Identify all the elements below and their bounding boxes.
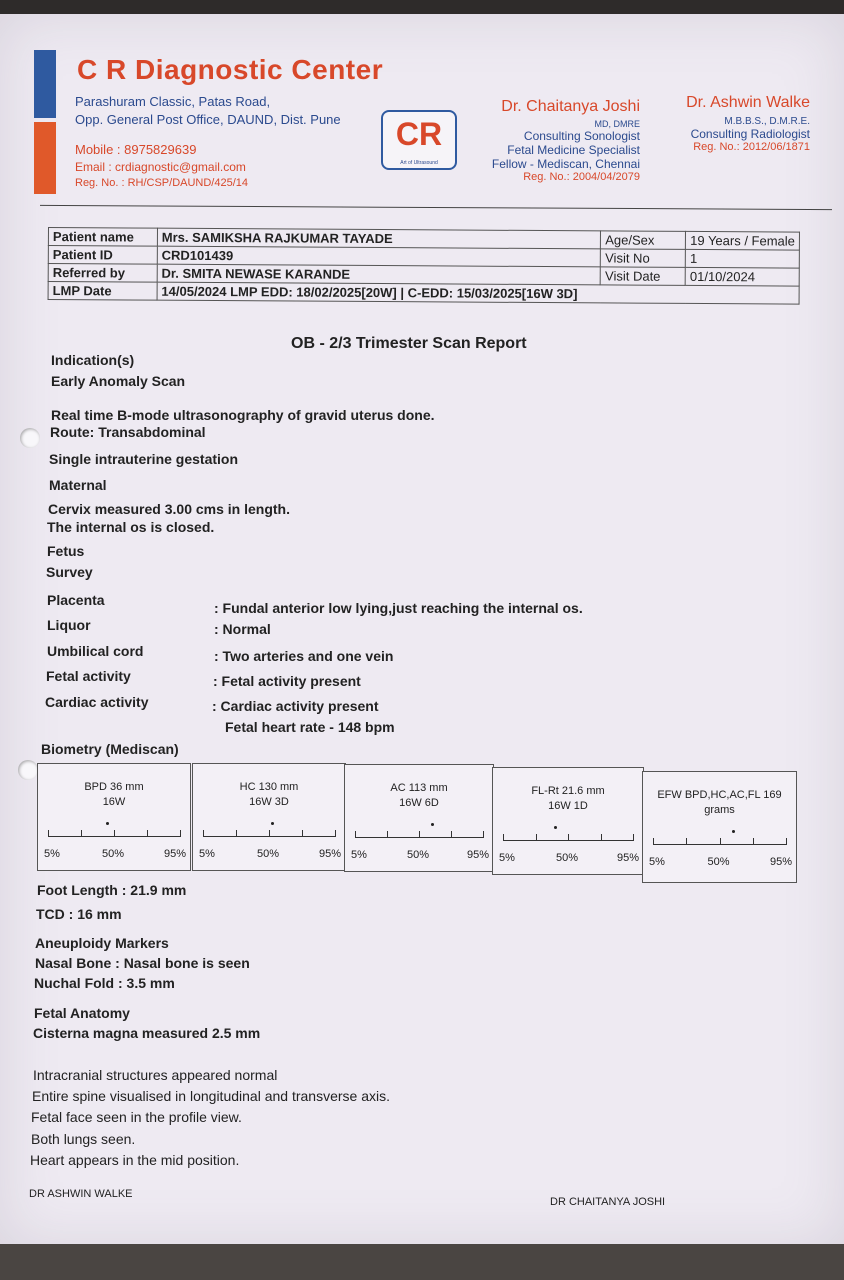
punch-hole xyxy=(18,760,38,780)
percentile-marker xyxy=(271,822,274,825)
survey-label: Placenta xyxy=(47,592,105,608)
heart-rate-text: Fetal heart rate - 148 bpm xyxy=(225,719,395,735)
lmp-date: 14/05/2024 LMP EDD: 18/02/2025[20W] | C-EDD: 15/03/2025[16W 3D] xyxy=(157,282,799,304)
doctor-role: Fetal Medicine Specialist xyxy=(507,143,640,157)
finding-line: Heart appears in the mid position. xyxy=(30,1152,240,1168)
survey-value: : Normal xyxy=(214,621,271,637)
percentile-label: 50% xyxy=(707,856,730,868)
finding-line: Entire spine visualised in longitudinal and transverse axis. xyxy=(32,1088,390,1104)
tcd-text: TCD : 16 mm xyxy=(36,906,122,922)
survey-label: Fetal activity xyxy=(46,668,131,684)
punch-hole xyxy=(20,428,40,448)
percentile-label: 95% xyxy=(319,848,342,860)
percentile-label: 50% xyxy=(407,849,430,861)
percentile-label: 50% xyxy=(556,852,579,864)
axis-tick xyxy=(720,838,721,845)
biometry-measurement: HC 130 mm xyxy=(239,781,299,793)
referred-by-label: Referred by xyxy=(48,264,157,283)
axis-tick xyxy=(601,834,602,841)
fetus-heading: Fetus xyxy=(47,543,85,559)
axis-tick xyxy=(180,830,181,837)
doctor-walke-block xyxy=(686,94,810,153)
percentile-label: 5% xyxy=(44,848,60,860)
nuchal-fold-text: Nuchal Fold : 3.5 mm xyxy=(34,975,175,991)
cisterna-text: Cisterna magna measured 2.5 mm xyxy=(33,1025,261,1041)
internal-os-text: The internal os is closed. xyxy=(47,519,215,535)
nasal-bone-text: Nasal Bone : Nasal bone is seen xyxy=(35,955,250,971)
biometry-caption xyxy=(345,781,493,811)
axis-tick xyxy=(753,838,754,845)
logo-subtitle: Art of Ultrasound xyxy=(400,160,438,166)
doctor-degree: MD, DMRE xyxy=(594,119,640,129)
biometry-gestational-age: 16W 6D xyxy=(399,797,439,809)
visit-no: 1 xyxy=(685,249,799,268)
axis-tick xyxy=(786,838,787,845)
biometry-measurement: EFW BPD,HC,AC,FL 169 xyxy=(657,789,782,801)
axis-tick xyxy=(236,830,237,837)
axis-tick xyxy=(483,831,484,838)
email-address: Email : crdiagnostic@gmail.com xyxy=(75,160,246,174)
signature-left: DR ASHWIN WALKE xyxy=(29,1188,133,1200)
axis-tick xyxy=(114,830,115,837)
percentile-marker xyxy=(732,830,735,833)
center-name: C R Diagnostic Center xyxy=(77,54,384,85)
biometry-measurement: AC 113 mm xyxy=(390,782,448,794)
biometry-caption xyxy=(643,788,796,818)
foot-length-text: Foot Length : 21.9 mm xyxy=(37,882,187,898)
axis-tick xyxy=(686,838,687,845)
biometry-measurement: BPD 36 mm xyxy=(84,781,144,793)
maternal-heading: Maternal xyxy=(49,477,107,493)
center-reg-number: Reg. No. : RH/CSP/DAUND/425/14 xyxy=(75,177,249,189)
axis-tick xyxy=(203,830,204,837)
anatomy-heading: Fetal Anatomy xyxy=(34,1005,130,1021)
percentile-label: 95% xyxy=(467,849,490,861)
biometry-box xyxy=(642,771,797,883)
address-line-1: Parashuram Classic, Patas Road, xyxy=(75,94,271,109)
gestation-text: Single intrauterine gestation xyxy=(49,451,239,467)
doctor-role: Consulting Sonologist xyxy=(523,129,640,143)
axis-tick xyxy=(335,830,336,837)
survey-heading: Survey xyxy=(46,564,93,580)
patient-name: Mrs. SAMIKSHA RAJKUMAR TAYADE xyxy=(157,228,601,249)
biometry-heading: Biometry (Mediscan) xyxy=(41,741,179,757)
percentile-label: 5% xyxy=(499,852,515,864)
referred-by: Dr. SMITA NEWASE KARANDE xyxy=(157,264,601,285)
survey-value: : Cardiac activity present xyxy=(212,698,379,714)
biometry-gestational-age: grams xyxy=(704,804,735,816)
axis-tick xyxy=(147,830,148,837)
axis-tick xyxy=(419,831,420,838)
axis-tick xyxy=(503,834,504,841)
center-logo xyxy=(381,110,457,170)
visit-no-label: Visit No xyxy=(601,249,686,268)
age-sex-label: Age/Sex xyxy=(601,231,686,250)
indication-heading: Indication(s) xyxy=(51,352,135,368)
biometry-caption xyxy=(493,784,643,814)
axis-tick xyxy=(653,838,654,845)
visit-date-label: Visit Date xyxy=(600,267,685,286)
patient-name-label: Patient name xyxy=(48,228,157,247)
route-text: Route: Transabdominal xyxy=(50,424,206,440)
axis-tick xyxy=(568,834,569,841)
address-line-2: Opp. General Post Office, DAUND, Dist. Pune xyxy=(75,112,341,127)
doctor-name: Dr. Ashwin Walke xyxy=(686,94,810,111)
biometry-gestational-age: 16W 3D xyxy=(249,796,289,808)
survey-label: Umbilical cord xyxy=(47,643,144,659)
report-sheet xyxy=(0,14,844,1248)
brand-bar-orange xyxy=(34,122,56,194)
biometry-box xyxy=(192,763,346,871)
survey-label: Liquor xyxy=(47,617,91,633)
patient-details-table xyxy=(48,227,800,305)
biometry-measurement: FL-Rt 21.6 mm xyxy=(531,785,605,797)
age-sex: 19 Years / Female xyxy=(686,231,800,250)
survey-value: : Fetal activity present xyxy=(213,673,361,689)
percentile-label: 50% xyxy=(257,848,280,860)
biometry-caption xyxy=(193,780,345,810)
table-row xyxy=(48,282,799,305)
axis-tick xyxy=(48,830,49,837)
percentile-label: 95% xyxy=(770,856,793,868)
report-title: OB - 2/3 Trimester Scan Report xyxy=(291,335,527,352)
doctor-name: Dr. Chaitanya Joshi xyxy=(501,98,640,115)
patient-id-label: Patient ID xyxy=(48,246,157,265)
percentile-marker xyxy=(554,826,557,829)
percentile-marker xyxy=(106,822,109,825)
biometry-gestational-age: 16W xyxy=(102,796,126,808)
survey-label: Cardiac activity xyxy=(45,694,149,710)
finding-line: Intracranial structures appeared normal xyxy=(33,1067,278,1083)
percentile-label: 95% xyxy=(617,852,640,864)
biometry-box xyxy=(37,763,191,871)
axis-tick xyxy=(536,834,537,841)
percentile-label: 95% xyxy=(164,848,187,860)
axis-tick xyxy=(387,831,388,838)
finding-line: Fetal face seen in the profile view. xyxy=(31,1109,242,1125)
percentile-label: 5% xyxy=(199,848,215,860)
cervix-text: Cervix measured 3.00 cms in length. xyxy=(48,501,290,517)
visit-date: 01/10/2024 xyxy=(685,267,799,286)
doctor-role: Consulting Radiologist xyxy=(690,127,810,141)
biometry-gestational-age: 16W 1D xyxy=(548,800,588,812)
survey-value: : Two arteries and one vein xyxy=(214,648,394,664)
axis-tick xyxy=(302,830,303,837)
percentile-marker xyxy=(431,823,434,826)
axis-tick xyxy=(355,831,356,838)
percentile-label: 50% xyxy=(102,848,125,860)
patient-id: CRD101439 xyxy=(157,246,601,267)
doctor-role: Fellow - Mediscan, Chennai xyxy=(491,157,640,171)
procedure-text: Real time B-mode ultrasonography of gravid uterus done. xyxy=(51,407,435,423)
biometry-box xyxy=(492,767,644,875)
axis-tick xyxy=(269,830,270,837)
doctor-reg-number: Reg. No.: 2004/04/2079 xyxy=(523,171,640,183)
signature-right: DR CHAITANYA JOSHI xyxy=(550,1196,666,1208)
axis-tick xyxy=(451,831,452,838)
doctor-reg-number: Reg. No.: 2012/06/1871 xyxy=(693,141,810,153)
biometry-box xyxy=(344,764,494,872)
percentile-label: 5% xyxy=(351,849,367,861)
doctor-joshi-block xyxy=(492,98,640,183)
doctor-degree: M.B.B.S., D.M.R.E. xyxy=(724,116,810,127)
percentile-label: 5% xyxy=(649,856,665,868)
lmp-date-label: LMP Date xyxy=(48,282,157,301)
indication-text: Early Anomaly Scan xyxy=(51,373,186,389)
survey-value: : Fundal anterior low lying,just reaching the internal os. xyxy=(214,600,583,616)
mobile-number: Mobile : 8975829639 xyxy=(75,142,197,157)
background-bottom xyxy=(0,1244,844,1280)
logo-text: CR xyxy=(395,116,443,152)
axis-tick xyxy=(81,830,82,837)
axis-tick xyxy=(633,834,634,841)
aneuploidy-heading: Aneuploidy Markers xyxy=(35,935,169,951)
brand-bar-blue xyxy=(34,50,56,118)
finding-line: Both lungs seen. xyxy=(31,1131,136,1147)
biometry-caption xyxy=(38,780,190,810)
